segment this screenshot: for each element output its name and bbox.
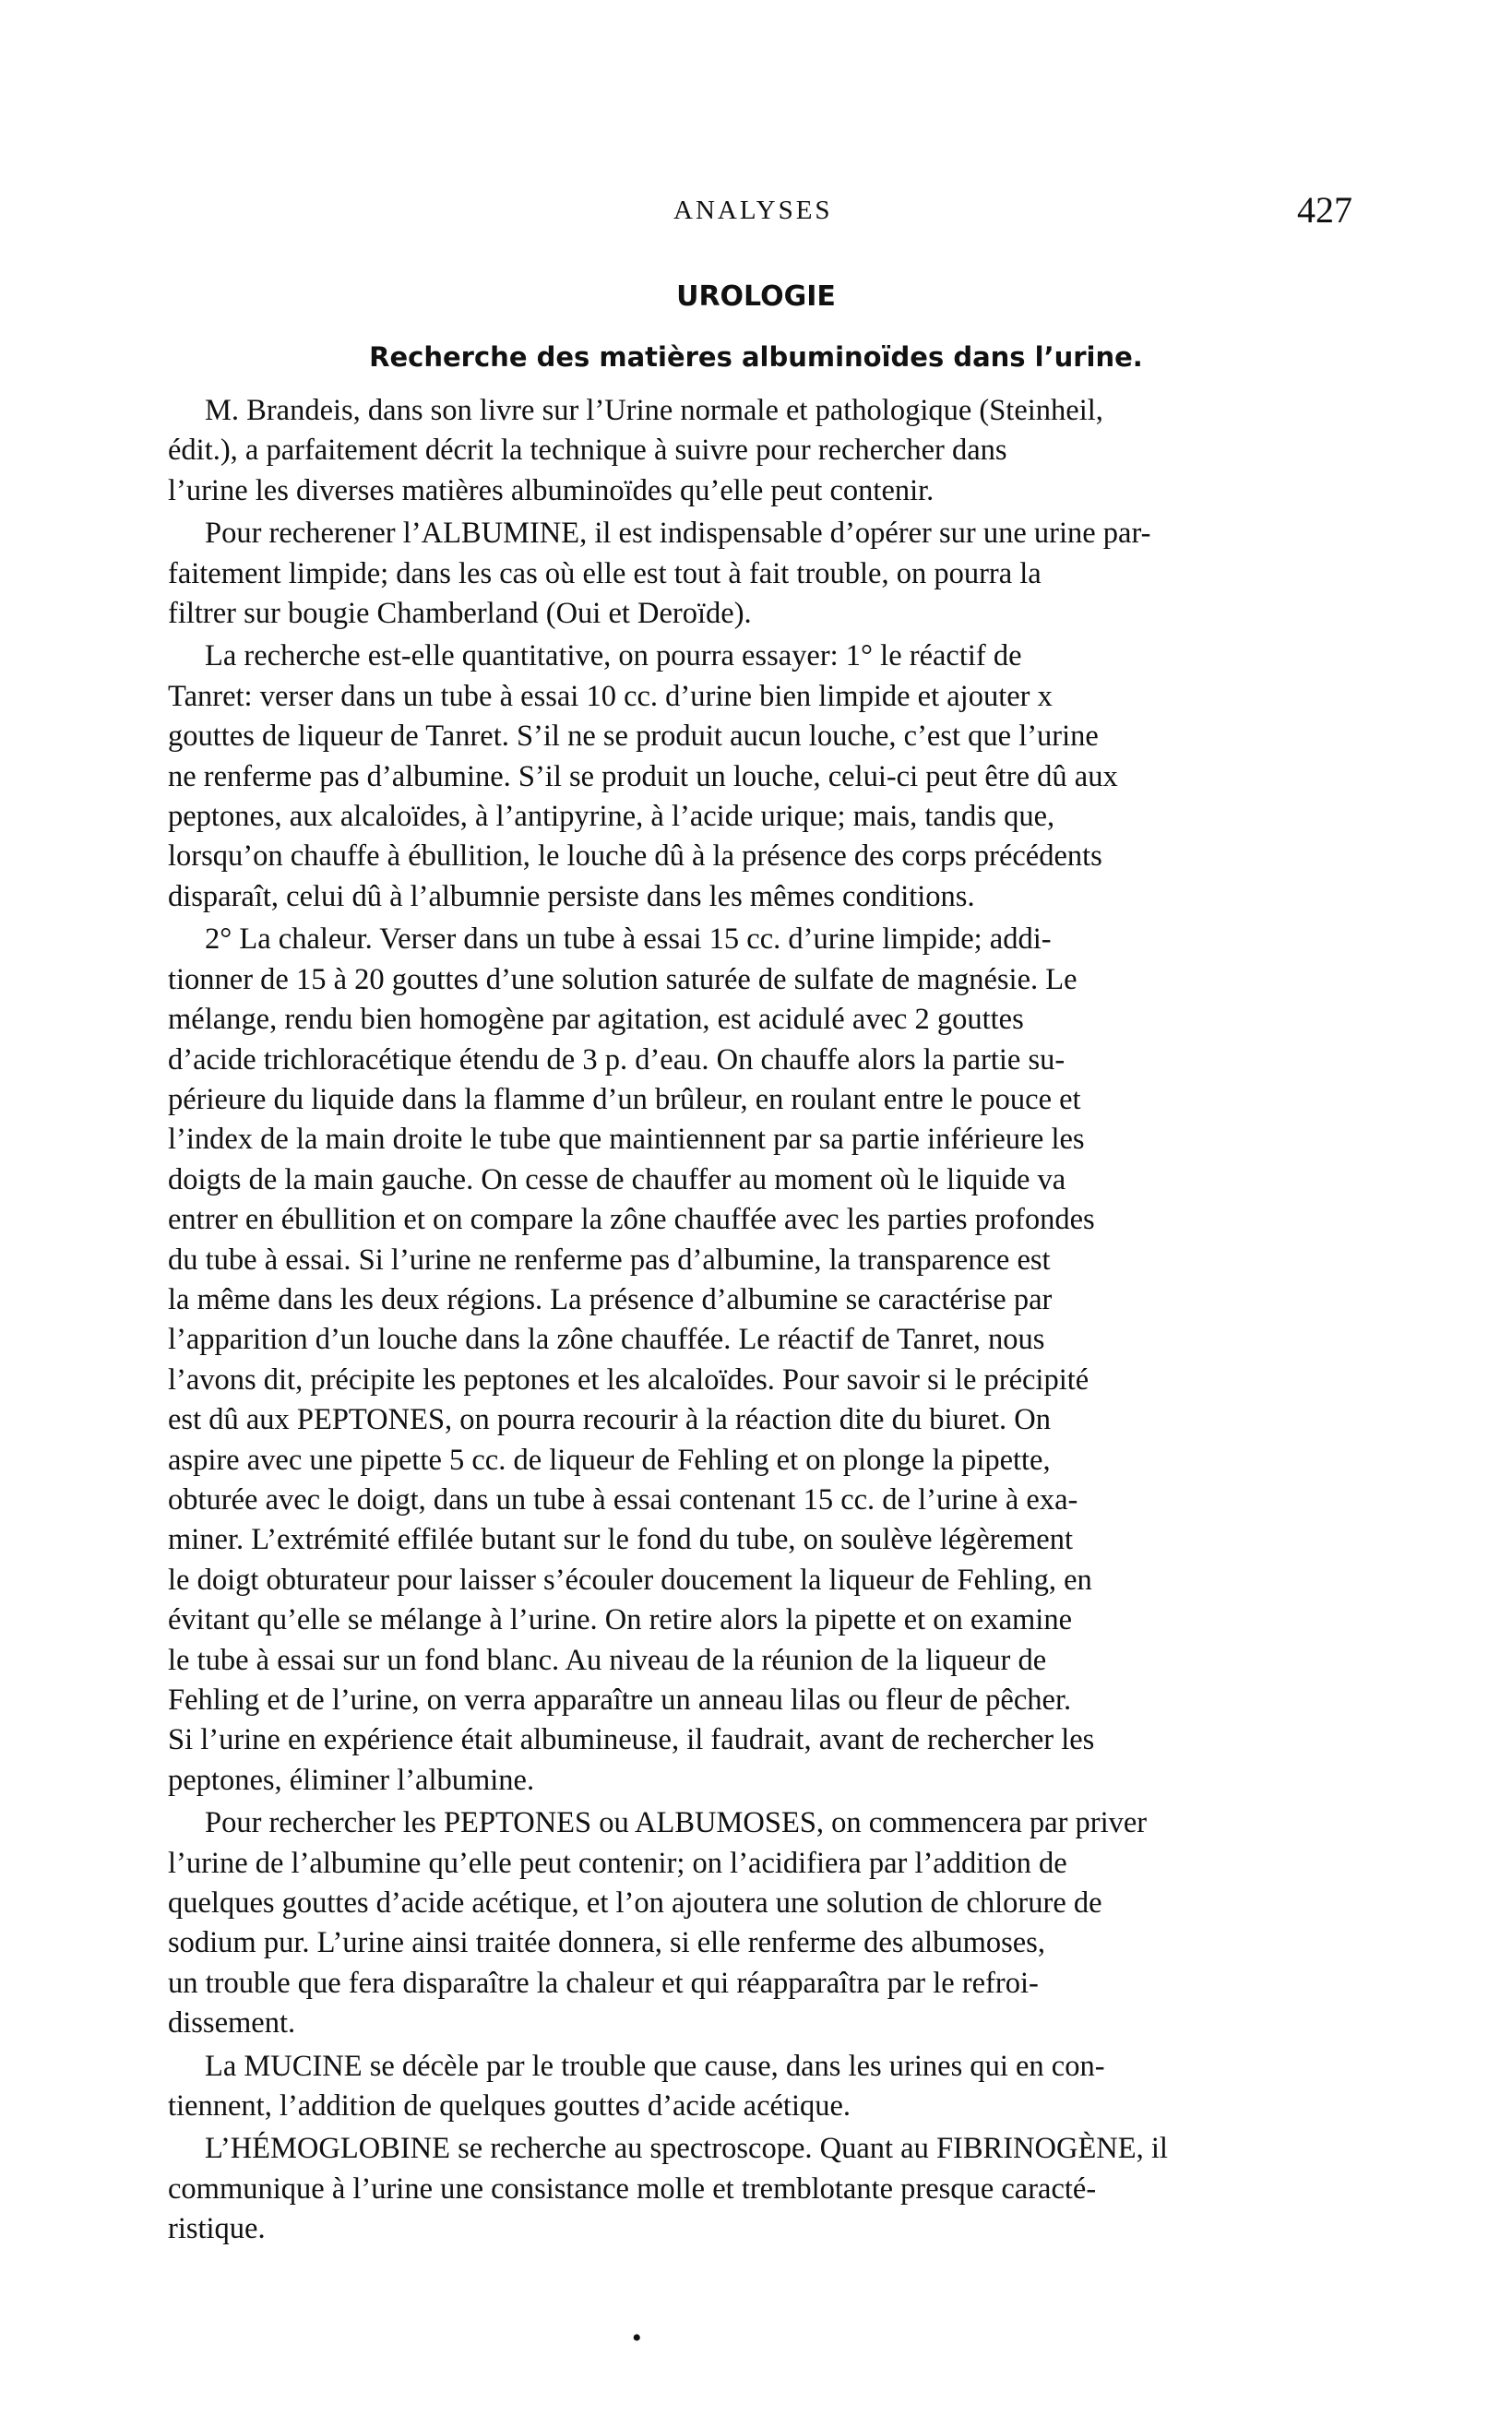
article-body (168, 391, 1351, 2253)
paragraph-reactif-tanret: La recherche est-elle quantitative, on pourra essayer: 1° le réactif de Tanret: verser dans un tube à essai 10 cc. d’urine bien limpide et ajouter x gouttes de liqueur de Tanret. S’il ne se produit aucun louche, c’est que l’urine ne renferme pas d’albumine. S’il se produit un louche, celui-ci peut être dû aux peptones, aux alcaloïdes, à l’antipyrine, à l’acide urique; mais, tandis que, lorsqu’on chauffe à ébullition, le louche dû à la présence des corps précédents disparaît, celui dû à l’albumnie persiste dans les mêmes conditions. (168, 639, 1118, 913)
paragraph-hemoglobine: L’HÉMOGLOBINE se recherche au spectroscope. Quant au FIBRINOGÈNE, il communique à l’urine une consistance molle et tremblotante presque caracté- ristique. (168, 2132, 1168, 2246)
paragraph-albumine: Pour recherener l’ALBUMINE, il est indispensable d’opérer sur une urine par- faitement limpide; dans les cas où elle est tout à fait trouble, on pourra la filtrer sur bougie Chamberland (Oui et Deroïde). (168, 517, 1151, 631)
page-number: 427 (1297, 189, 1352, 231)
footer-mark: • (632, 2323, 642, 2353)
paragraph-peptones: Pour rechercher les PEPTONES ou ALBUMOSES, on commencera par priver l’urine de l’albumine qu’elle peut contenir; on l’acidifiera par l’addition de quelques gouttes d’acide acétique, et l’on ajoutera une solution de chlorure de sodium pur. L’urine ainsi traitée donnera, si elle renferme des albumoses, un trouble que fera disparaître la chaleur et qui réapparaîtra par le refroi- dissement. (168, 1806, 1148, 2040)
paragraph-chaleur: 2° La chaleur. Verser dans un tube à essai 15 cc. d’urine limpide; addi- tionner de 15 à 20 gouttes d’une solution saturée de sulfate de magnésie. Le mélange, rendu bien homogène par agitation, est acidulé avec 2 gouttes d’acide trichloracétique étendu de 3 p. d’eau. On chauffe alors la partie su- périeure du liquide dans la flamme d’un brûleur, en roulant entre le pouce et l’index de la main droite le tube que maintiennent par sa partie inférieure les doigts de la main gauche. On cesse de chauffer au moment où le liquide va entrer en ébullition et on compare la zône chauffée avec les parties profondes du tube à essai. Si l’urine ne renferme pas d’albumine, la transparence est la même dans les deux régions. La présence d’albumine se caractérise par l’apparition d’un louche dans la zône chauffée. Le réactif de Tanret, nous l’avons dit, précipite les peptones et les alcaloïdes. Pour savoir si le précipité est dû aux PEPTONES, on pourra recourir à la réaction dite du biuret. On aspire avec une pipette 5 cc. de liqueur de Fehling et on plonge la pipette, obturée avec le doigt, dans un tube à essai contenant 15 cc. de l’urine à exa- miner. L’extrémité effilée butant sur le fond du tube, on soulève légèrement le doigt obturateur pour laisser s’écouler doucement la liqueur de Fehling, en évitant qu’elle se mélange à l’urine. On retire alors la pipette et on examine le tube à essai sur un fond blanc. Au niveau de la réunion de la liqueur de Fehling et de l’urine, on verra apparaître un anneau lilas ou fleur de pêcher. Si l’urine en expérience était albumineuse, il faudrait, avant de rechercher les peptones, éliminer l’albumine. (168, 922, 1095, 1797)
section-title: UROLOGIE (676, 280, 836, 313)
running-head: ANALYSES (673, 196, 833, 225)
article-subtitle: Recherche des matières albuminoïdes dans l’urine. (369, 341, 1143, 373)
paragraph-intro: M. Brandeis, dans son livre sur l’Urine normale et pathologique (Steinheil, édit.), a parfaitement décrit la technique à suivre pour rechercher dans l’urine les diverses matières albuminoïdes qu’elle peut contenir. (168, 394, 1103, 507)
paragraph-mucine: La MUCINE se décèle par le trouble que cause, dans les urines qui en con- tiennent, l’addition de quelques gouttes d’acide acétique. (168, 2049, 1105, 2124)
